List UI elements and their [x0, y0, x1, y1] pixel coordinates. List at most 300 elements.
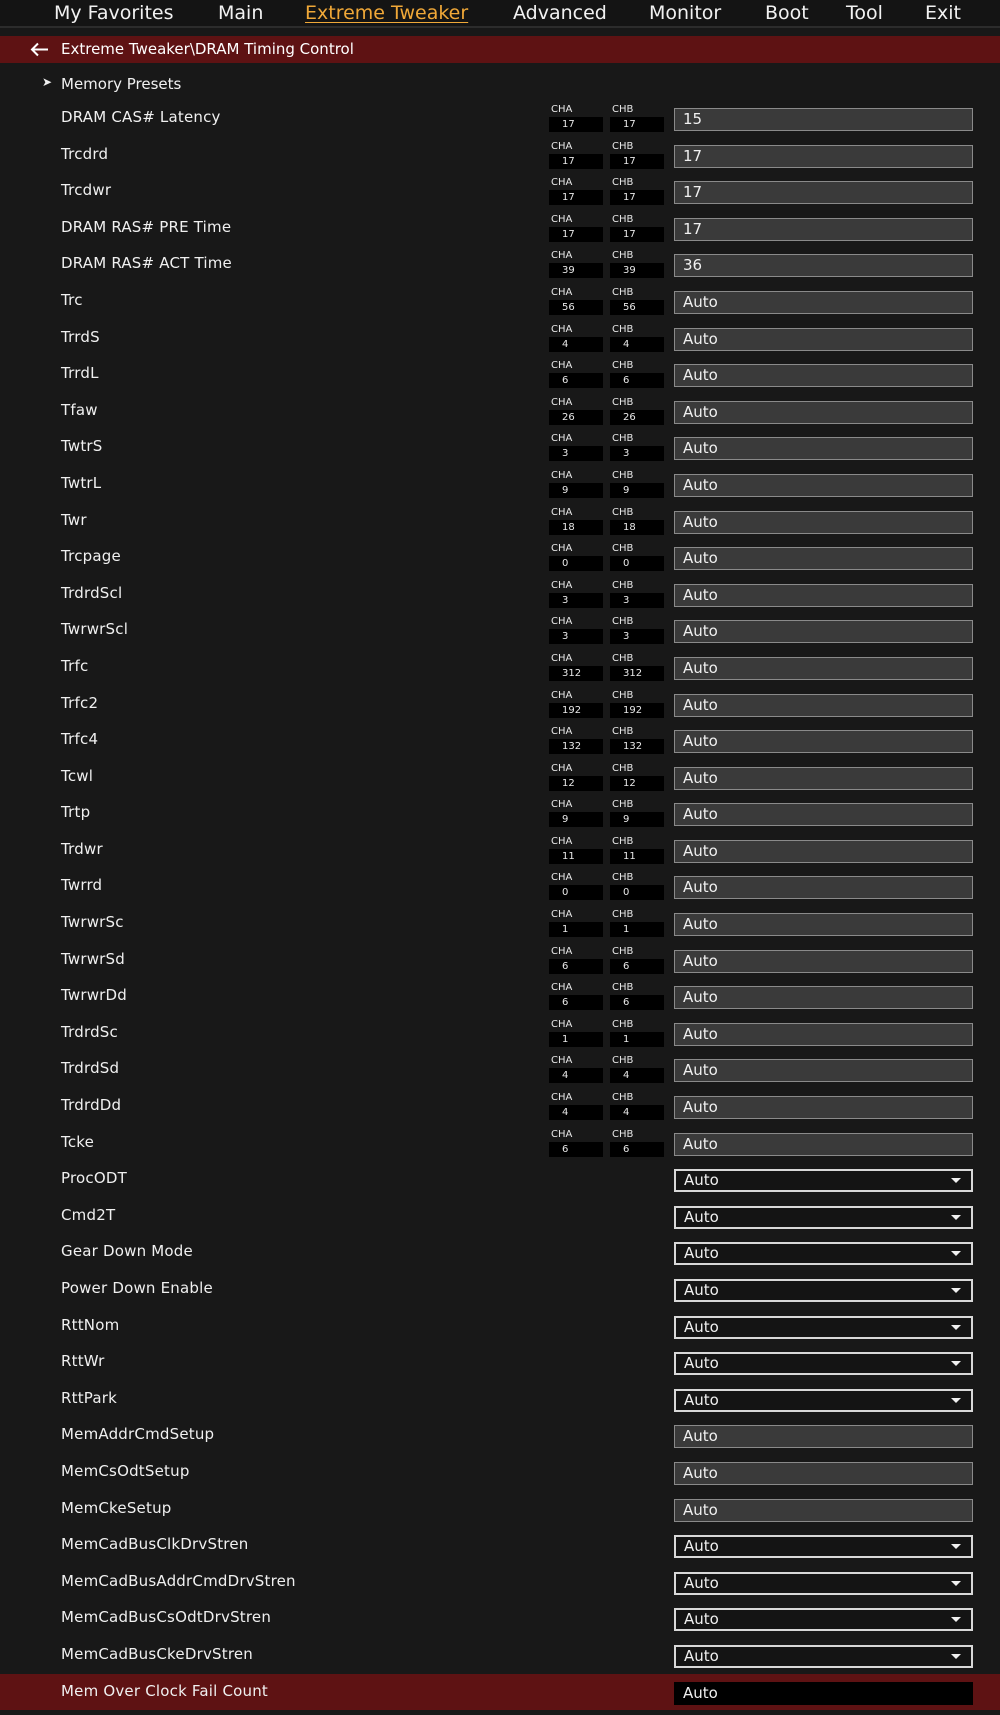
chevron-down-icon — [951, 1215, 961, 1220]
cha-value: 9 — [549, 483, 603, 498]
cha-label: CHA — [551, 469, 573, 481]
breadcrumb-path: Extreme Tweaker\DRAM Timing Control — [61, 40, 354, 58]
setting-value: Auto — [683, 1024, 718, 1043]
cha-readout — [549, 141, 603, 169]
chb-label: CHB — [612, 762, 634, 774]
chb-label: CHB — [612, 616, 634, 628]
chevron-down-icon — [951, 1581, 961, 1586]
tab-my-favorites[interactable]: My Favorites — [54, 2, 174, 24]
cha-label: CHA — [551, 543, 573, 555]
setting-value: Auto — [683, 1500, 718, 1519]
chb-readout — [610, 543, 664, 571]
chb-readout — [610, 250, 664, 278]
chb-label: CHB — [612, 1018, 634, 1030]
cha-readout — [549, 250, 603, 278]
setting-input[interactable] — [674, 657, 973, 680]
setting-input[interactable] — [674, 694, 973, 717]
chb-value: 6 — [610, 1142, 664, 1157]
setting-label: ProcODT — [61, 1169, 127, 1188]
chb-label: CHB — [612, 1055, 634, 1067]
setting-label: Trcpage — [61, 547, 121, 566]
setting-row[interactable] — [0, 1637, 1000, 1674]
cha-readout — [549, 690, 603, 718]
cha-value: 132 — [549, 739, 603, 754]
chb-label: CHB — [612, 104, 634, 115]
setting-row[interactable] — [0, 429, 1000, 466]
chevron-down-icon — [951, 1398, 961, 1403]
cha-value: 4 — [549, 1105, 603, 1120]
chb-readout — [610, 141, 664, 169]
setting-input[interactable] — [674, 584, 973, 607]
setting-label: TwrwrSd — [61, 949, 125, 968]
setting-label: Power Down Enable — [61, 1279, 213, 1297]
setting-dropdown[interactable] — [674, 1535, 973, 1558]
setting-dropdown[interactable] — [674, 1279, 973, 1302]
cha-label: CHA — [551, 689, 573, 701]
chb-value: 192 — [610, 703, 664, 718]
setting-value: Auto — [683, 512, 718, 531]
cha-value: 17 — [549, 154, 603, 169]
setting-row[interactable] — [0, 795, 1000, 832]
setting-row[interactable] — [0, 576, 1000, 613]
setting-value: Auto — [683, 475, 718, 494]
setting-input[interactable] — [674, 876, 973, 899]
setting-row[interactable] — [0, 1454, 1000, 1491]
setting-dropdown[interactable] — [674, 1206, 973, 1229]
cha-label: CHA — [551, 140, 573, 152]
chb-readout — [610, 690, 664, 718]
chb-value: 6 — [610, 373, 664, 388]
cha-readout — [549, 214, 603, 242]
chb-value: 17 — [610, 154, 664, 169]
setting-row[interactable] — [0, 100, 1000, 137]
setting-value: Auto — [683, 1463, 718, 1482]
chb-readout — [610, 653, 664, 681]
tab-main[interactable]: Main — [218, 2, 264, 24]
chb-value: 11 — [610, 849, 664, 864]
cha-label: CHA — [551, 433, 573, 445]
setting-label: Cmd2T — [61, 1205, 116, 1224]
setting-value: Auto — [684, 1573, 719, 1592]
setting-value: Auto — [683, 329, 718, 348]
cha-label: CHA — [551, 909, 573, 921]
cha-value: 12 — [549, 776, 603, 791]
setting-value: 36 — [683, 256, 703, 275]
cha-readout — [549, 726, 603, 754]
setting-row[interactable] — [0, 1051, 1000, 1088]
setting-input[interactable] — [674, 1096, 973, 1119]
tab-exit[interactable]: Exit — [925, 2, 961, 24]
chb-value: 0 — [610, 556, 664, 571]
cha-readout — [549, 507, 603, 535]
chb-readout — [610, 1129, 664, 1157]
setting-value: Auto — [683, 1134, 718, 1153]
chb-readout — [610, 799, 664, 827]
setting-row[interactable] — [0, 1527, 1000, 1564]
setting-input[interactable] — [674, 254, 973, 277]
setting-row[interactable] — [0, 1674, 1000, 1711]
setting-input[interactable] — [674, 1425, 973, 1448]
setting-value: Auto — [684, 1281, 719, 1299]
setting-label: Trfc4 — [61, 730, 99, 749]
tab-monitor[interactable]: Monitor — [649, 2, 722, 24]
cha-label: CHA — [551, 104, 573, 115]
setting-dropdown[interactable] — [674, 1169, 973, 1192]
setting-dropdown[interactable] — [674, 1572, 973, 1595]
setting-row[interactable] — [0, 1564, 1000, 1601]
submenu-arrow-icon: ➤ — [42, 75, 53, 89]
setting-input[interactable] — [674, 547, 973, 570]
setting-label: Mem Over Clock Fail Count — [61, 1681, 269, 1700]
chb-readout — [610, 397, 664, 425]
chb-readout — [610, 616, 664, 644]
cha-label: CHA — [551, 213, 573, 225]
chb-readout — [610, 214, 664, 242]
setting-value: 17 — [683, 146, 703, 165]
cha-readout — [549, 433, 603, 461]
chb-readout — [610, 1092, 664, 1120]
chb-value: 1 — [610, 1032, 664, 1047]
setting-value: Auto — [683, 805, 718, 824]
setting-input[interactable] — [674, 437, 973, 460]
chb-readout — [610, 177, 664, 205]
setting-value: Auto — [684, 1354, 719, 1373]
setting-value: 17 — [683, 183, 703, 202]
setting-value: Auto — [684, 1171, 719, 1190]
submenu-label: Memory Presets — [61, 75, 182, 93]
setting-label: MemCsOdtSetup — [61, 1461, 190, 1480]
chb-value: 17 — [610, 190, 664, 205]
setting-input[interactable] — [674, 474, 973, 497]
setting-value: Auto — [684, 1317, 719, 1336]
setting-value: Auto — [683, 658, 718, 677]
setting-label: TwtrS — [61, 437, 103, 456]
setting-input[interactable] — [674, 803, 973, 826]
chb-readout — [610, 1055, 664, 1083]
cha-value: 39 — [549, 263, 603, 278]
setting-label: Twr — [61, 510, 87, 529]
setting-label: Gear Down Mode — [61, 1242, 193, 1261]
setting-row[interactable] — [0, 905, 1000, 942]
setting-row[interactable] — [0, 1015, 1000, 1052]
setting-input[interactable] — [674, 620, 973, 643]
cha-value: 6 — [549, 959, 603, 974]
setting-value: Auto — [683, 695, 718, 714]
setting-dropdown[interactable] — [674, 1645, 973, 1668]
setting-label: MemCkeSetup — [61, 1498, 172, 1517]
cha-label: CHA — [551, 616, 573, 628]
setting-row[interactable] — [0, 686, 1000, 723]
setting-row[interactable] — [0, 1271, 1000, 1308]
setting-label: Trtp — [61, 803, 91, 822]
setting-row[interactable] — [0, 210, 1000, 247]
cha-readout — [549, 580, 603, 608]
cha-value: 6 — [549, 1142, 603, 1157]
top-nav — [0, 0, 1000, 28]
cha-value: 4 — [549, 337, 603, 352]
setting-row[interactable] — [0, 1381, 1000, 1418]
setting-value: Auto — [684, 1207, 719, 1226]
cha-readout — [549, 653, 603, 681]
setting-label: Trc — [61, 290, 83, 309]
cha-label: CHA — [551, 1055, 573, 1067]
cha-label: CHA — [551, 799, 573, 811]
chb-value: 3 — [610, 629, 664, 644]
setting-row[interactable] — [0, 649, 1000, 686]
cha-label: CHA — [551, 726, 573, 738]
setting-value: Auto — [683, 1098, 718, 1117]
setting-row[interactable] — [0, 283, 1000, 320]
setting-input[interactable] — [674, 840, 973, 863]
chb-value: 6 — [610, 959, 664, 974]
chb-readout — [610, 433, 664, 461]
setting-label: Tcwl — [61, 766, 94, 785]
cha-label: CHA — [551, 872, 573, 884]
setting-value: Auto — [683, 951, 718, 970]
setting-dropdown[interactable] — [674, 1352, 973, 1375]
setting-label: DRAM RAS# PRE Time — [61, 217, 232, 236]
setting-input[interactable] — [674, 291, 973, 314]
cha-value: 11 — [549, 849, 603, 864]
cha-readout — [549, 982, 603, 1010]
cha-readout — [549, 177, 603, 205]
chb-value: 9 — [610, 483, 664, 498]
chb-label: CHB — [612, 835, 634, 847]
setting-label: TrdrdScl — [61, 583, 123, 602]
chevron-down-icon — [951, 1654, 961, 1659]
cha-value: 312 — [549, 666, 603, 681]
chb-label: CHB — [612, 433, 634, 445]
setting-label: TrrdS — [61, 327, 100, 346]
cha-readout — [549, 397, 603, 425]
cha-label: CHA — [551, 835, 573, 847]
setting-label: MemCadBusCsOdtDrvStren — [61, 1608, 272, 1627]
chevron-down-icon — [951, 1288, 961, 1293]
cha-readout — [549, 799, 603, 827]
chb-label: CHB — [612, 250, 634, 262]
cha-readout — [549, 104, 603, 132]
cha-label: CHA — [551, 396, 573, 408]
cha-value: 18 — [549, 520, 603, 535]
chb-value: 26 — [610, 410, 664, 425]
cha-label: CHA — [551, 1018, 573, 1030]
setting-label: MemCadBusCkeDrvStren — [61, 1644, 254, 1663]
setting-input[interactable] — [674, 218, 973, 241]
setting-row[interactable] — [0, 1198, 1000, 1235]
cha-readout — [549, 360, 603, 388]
chb-value: 3 — [610, 593, 664, 608]
cha-label: CHA — [551, 762, 573, 774]
chb-value: 6 — [610, 995, 664, 1010]
setting-value: Auto — [683, 1427, 718, 1446]
setting-row[interactable] — [0, 942, 1000, 979]
chb-label: CHB — [612, 579, 634, 591]
cha-label: CHA — [551, 506, 573, 518]
setting-label: Trcdwr — [61, 181, 112, 200]
setting-dropdown[interactable] — [674, 1389, 973, 1412]
setting-dropdown[interactable] — [674, 1608, 973, 1631]
setting-value: Auto — [683, 1061, 718, 1080]
back-arrow-icon[interactable] — [30, 41, 50, 58]
setting-input[interactable] — [674, 364, 973, 387]
chb-readout — [610, 836, 664, 864]
setting-input[interactable] — [674, 767, 973, 790]
cha-readout — [549, 909, 603, 937]
chb-value: 9 — [610, 812, 664, 827]
setting-label: Tfaw — [61, 400, 98, 419]
submenu-memory-presets[interactable] — [0, 72, 1000, 98]
chb-label: CHB — [612, 506, 634, 518]
setting-label: TwrwrDd — [61, 986, 128, 1005]
setting-row[interactable] — [0, 246, 1000, 283]
cha-readout — [549, 763, 603, 791]
setting-row[interactable] — [0, 1088, 1000, 1125]
setting-label: DRAM CAS# Latency — [61, 108, 221, 126]
setting-row[interactable] — [0, 137, 1000, 174]
chb-value: 0 — [610, 885, 664, 900]
chb-label: CHB — [612, 652, 634, 664]
chb-readout — [610, 1019, 664, 1047]
setting-value: Auto — [683, 988, 718, 1007]
chb-readout — [610, 470, 664, 498]
cha-value: 0 — [549, 556, 603, 571]
setting-value: Auto — [684, 1537, 719, 1556]
setting-input[interactable] — [674, 145, 973, 168]
setting-label: RttWr — [61, 1352, 105, 1371]
setting-row[interactable] — [0, 978, 1000, 1015]
setting-input[interactable] — [674, 1133, 973, 1156]
chb-readout — [610, 324, 664, 352]
chb-label: CHB — [612, 140, 634, 152]
cha-value: 4 — [549, 1068, 603, 1083]
setting-input[interactable] — [674, 108, 973, 131]
chb-label: CHB — [612, 323, 634, 335]
setting-row[interactable] — [0, 1161, 1000, 1198]
setting-label: TwrwrSc — [61, 913, 124, 932]
chb-label: CHB — [612, 872, 634, 884]
setting-label: DRAM RAS# ACT Time — [61, 254, 232, 273]
tab-tool[interactable]: Tool — [846, 2, 883, 24]
setting-value: Auto — [683, 878, 718, 897]
setting-row[interactable] — [0, 1125, 1000, 1162]
setting-input[interactable] — [674, 1682, 973, 1705]
setting-input[interactable] — [674, 401, 973, 424]
cha-readout — [549, 287, 603, 315]
cha-value: 56 — [549, 300, 603, 315]
setting-label: Trfc2 — [61, 693, 99, 712]
setting-row[interactable] — [0, 868, 1000, 905]
setting-input[interactable] — [674, 511, 973, 534]
chevron-down-icon — [951, 1361, 961, 1366]
setting-input[interactable] — [674, 1462, 973, 1485]
setting-row[interactable] — [0, 393, 1000, 430]
chb-readout — [610, 909, 664, 937]
setting-row[interactable] — [0, 1308, 1000, 1345]
setting-row[interactable] — [0, 1491, 1000, 1528]
setting-label: RttPark — [61, 1388, 118, 1407]
setting-input[interactable] — [674, 730, 973, 753]
setting-row[interactable] — [0, 832, 1000, 869]
cha-label: CHA — [551, 177, 573, 189]
setting-row[interactable] — [0, 759, 1000, 796]
cha-readout — [549, 1092, 603, 1120]
cha-label: CHA — [551, 652, 573, 664]
setting-label: Trfc — [61, 656, 89, 675]
cha-label: CHA — [551, 945, 573, 957]
setting-row[interactable] — [0, 173, 1000, 210]
setting-row[interactable] — [0, 722, 1000, 759]
chb-value: 1 — [610, 922, 664, 937]
chb-readout — [610, 104, 664, 132]
setting-label: TrdrdSd — [61, 1059, 120, 1078]
setting-dropdown[interactable] — [674, 1242, 973, 1265]
cha-value: 3 — [549, 593, 603, 608]
setting-label: MemCadBusClkDrvStren — [61, 1535, 249, 1554]
setting-value: Auto — [684, 1390, 719, 1409]
setting-row[interactable] — [0, 503, 1000, 540]
cha-readout — [549, 946, 603, 974]
setting-input[interactable] — [674, 913, 973, 936]
setting-value: Auto — [683, 439, 718, 458]
setting-row[interactable] — [0, 1417, 1000, 1454]
setting-input[interactable] — [674, 1023, 973, 1046]
setting-input[interactable] — [674, 1059, 973, 1082]
setting-input[interactable] — [674, 986, 973, 1009]
setting-value: 15 — [683, 110, 703, 128]
setting-row[interactable] — [0, 539, 1000, 576]
setting-value: Auto — [684, 1610, 719, 1629]
setting-row[interactable] — [0, 1600, 1000, 1637]
setting-dropdown[interactable] — [674, 1316, 973, 1339]
setting-row[interactable] — [0, 1344, 1000, 1381]
setting-row[interactable] — [0, 320, 1000, 357]
chb-label: CHB — [612, 726, 634, 738]
breadcrumb — [0, 36, 1000, 63]
tab-advanced[interactable]: Advanced — [513, 2, 607, 24]
cha-label: CHA — [551, 286, 573, 298]
setting-input[interactable] — [674, 181, 973, 204]
setting-value: Auto — [683, 841, 718, 860]
setting-row[interactable] — [0, 612, 1000, 649]
setting-row[interactable] — [0, 356, 1000, 393]
cha-label: CHA — [551, 579, 573, 591]
setting-value: Auto — [683, 768, 718, 787]
cha-readout — [549, 543, 603, 571]
chb-label: CHB — [612, 396, 634, 408]
setting-input[interactable] — [674, 1499, 973, 1522]
tab-boot[interactable]: Boot — [765, 2, 809, 24]
chb-value: 17 — [610, 227, 664, 242]
setting-input[interactable] — [674, 328, 973, 351]
setting-label: Tcke — [61, 1132, 95, 1151]
chb-label: CHB — [612, 213, 634, 225]
setting-row[interactable] — [0, 466, 1000, 503]
setting-input[interactable] — [674, 950, 973, 973]
cha-label: CHA — [551, 323, 573, 335]
cha-readout — [549, 872, 603, 900]
chb-label: CHB — [612, 982, 634, 994]
chb-value: 56 — [610, 300, 664, 315]
cha-value: 1 — [549, 922, 603, 937]
chb-value: 312 — [610, 666, 664, 681]
cha-label: CHA — [551, 250, 573, 262]
setting-label: MemCadBusAddrCmdDrvStren — [61, 1571, 296, 1590]
tab-extreme-tweaker[interactable]: Extreme Tweaker — [305, 2, 469, 24]
setting-row[interactable] — [0, 1234, 1000, 1271]
chb-value: 18 — [610, 520, 664, 535]
chb-value: 3 — [610, 446, 664, 461]
chevron-down-icon — [951, 1617, 961, 1622]
